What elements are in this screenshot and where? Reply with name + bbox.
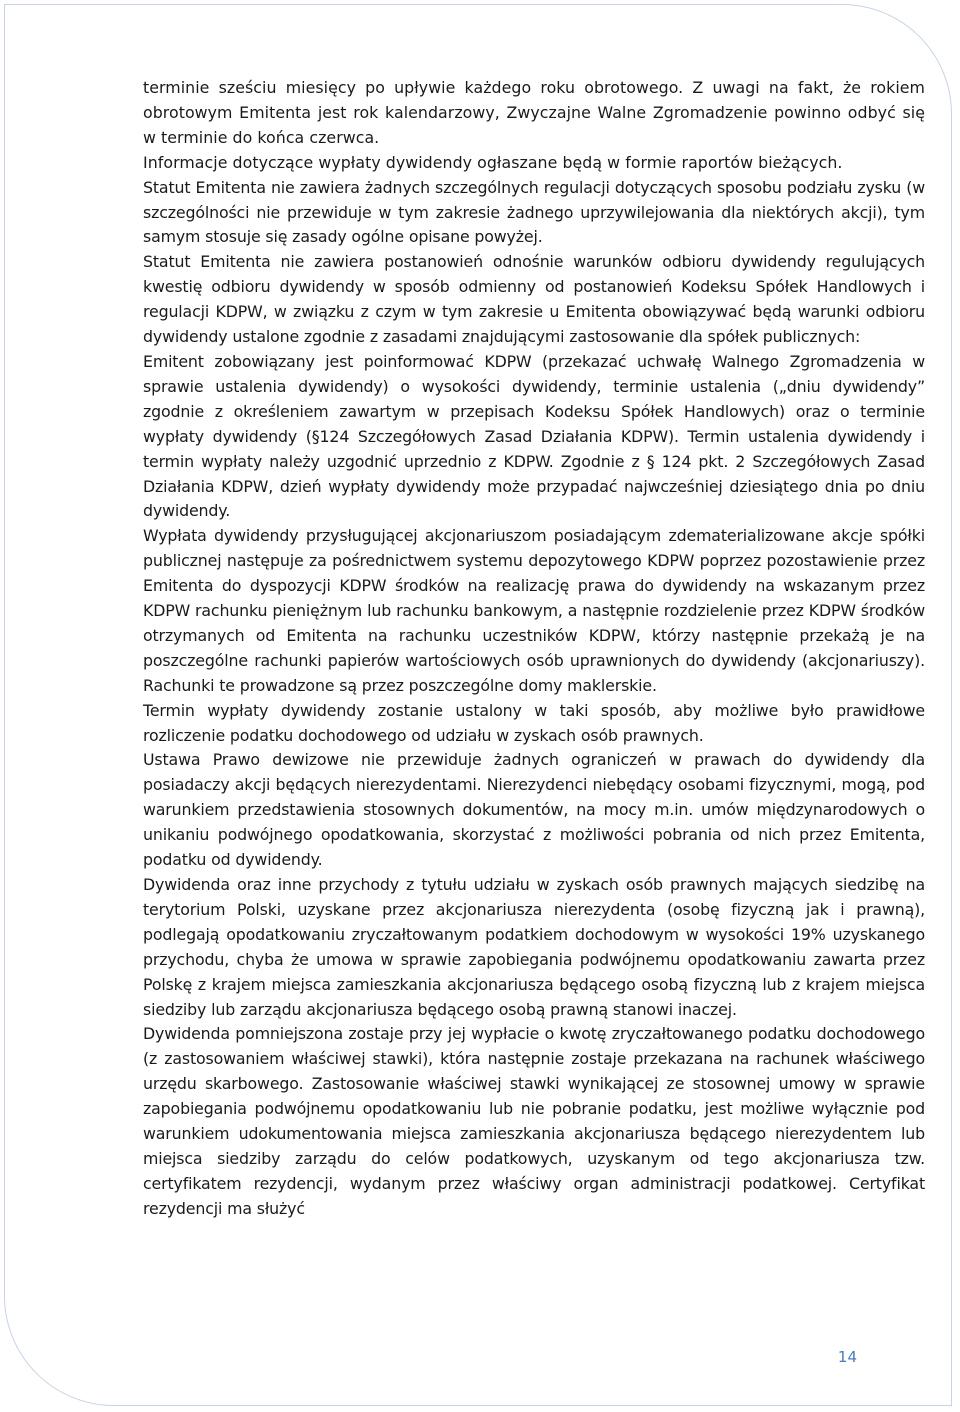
paragraph-6: Wypłata dywidendy przysługującej akcjonariuszom posiadającym zdematerializowane akcje spółki publicznej następuje za pośrednictwem systemu depozytowego KDPW poprzez pozostawienie przez Emitenta do dyspozycji KDPW środków na realizację prawa do dywidendy na wskazanym przez KDPW rachunku pieniężnym lub rachunku bankowym, a następnie rozdzielenie przez KDPW środków otrzymanych od Emitenta na rachunku uczestników KDPW, którzy następnie przekażą je na poszczególne rachunki papierów wartościowych osób uprawnionych do dywidendy (akcjonariuszy). Rachunki te prowadzone są przez poszczególne domy maklerskie.	[143, 526, 925, 695]
paragraph-4: Statut Emitenta nie zawiera postanowień odnośnie warunków odbioru dywidendy regulujących kwestię odbioru dywidendy w sposób odmienny od postanowień Kodeksu Spółek Handlowych i regulacji KDPW, w związku z czym w tym zakresie u Emitenta obowiązywać będą warunki odbioru dywidendy ustalone zgodnie z zasadami znajdującymi zastosowanie dla spółek publicznych:	[143, 252, 925, 347]
paragraph-8: Ustawa Prawo dewizowe nie przewiduje żadnych ograniczeń w prawach do dywidendy dla posiadaczy akcji będących nierezydentami. Nierezydenci niebędący osobami fizycznymi, mogą, pod warunkiem przedstawienia stosownych dokumentów, na mocy m.in. umów międzynarodowych o unikaniu podwójnego opodatkowania, skorzystać z możliwości pobrania od nich przez Emitenta, podatku od dywidendy.	[143, 750, 925, 870]
paragraph-10: Dywidenda pomniejszona zostaje przy jej wypłacie o kwotę zryczałtowanego podatku dochodowego (z zastosowaniem właściwej stawki), która następnie zostaje przekazana na rachunek właściwego urzędu skarbowego. Zastosowanie właściwej stawki wynikającej ze stosownej umowy w sprawie zapobiegania podwójnemu opodatkowaniu lub nie pobranie podatku, jest możliwe wyłącznie pod warunkiem udokumentowania miejsca zamieszkania akcjonariusza będącego nierezydentem lub miejsca siedziby zarządu do celów podatkowych, uzyskanym od tego akcjonariusza tzw. certyfikatem rezydencji, wydanym przez właściwy organ administracji podatkowej. Certyfikat rezydencji ma służyć	[143, 1024, 925, 1218]
paragraph-9: Dywidenda oraz inne przychody z tytułu udziału w zyskach osób prawnych mających siedzibę na terytorium Polski, uzyskane przez akcjonariusza nierezydenta (osobę fizyczną jak i prawną), podlegają opodatkowaniu zryczałtowanym podatkiem dochodowym w wysokości 19% uzyskanego przychodu, chyba że umowa w sprawie zapobiegania podwójnemu opodatkowaniu zawarta przez Polskę z krajem miejsca zamieszkania akcjonariusza będącego osobą fizyczną lub z krajem miejsca siedziby lub zarządu akcjonariusza będącego osobą prawną stanowi inaczej.	[143, 875, 925, 1019]
paragraph-3: Statut Emitenta nie zawiera żadnych szczególnych regulacji dotyczących sposobu podziału zysku (w szczególności nie przewiduje w tym zakresie żadnego uprzywilejowania dla niektórych akcji), tym samym stosuje się zasady ogólne opisane powyżej.	[143, 177, 925, 247]
paragraph-1: terminie sześciu miesięcy po upływie każdego roku obrotowego. Z uwagi na fakt, że rokiem obrotowym Emitenta jest rok kalendarzowy, Zwyczajne Walne Zgromadzenie powinno odbyć się w terminie do końca czerwca.	[143, 78, 925, 147]
paragraph-2: Informacje dotyczące wypłaty dywidendy ogłaszane będą w formie raportów bieżących.	[143, 152, 843, 172]
document-body	[143, 76, 925, 1222]
paragraph-7: Termin wypłaty dywidendy zostanie ustalony w taki sposób, aby możliwe było prawidłowe rozliczenie podatku dochodowego od udziału w zyskach osób prawnych.	[143, 700, 925, 745]
paragraph-5: Emitent zobowiązany jest poinformować KDPW (przekazać uchwałę Walnego Zgromadzenia w sprawie ustalenia dywidendy) o wysokości dywidendy, terminie ustalenia („dniu dywidendy” zgodnie z określeniem zawartym w przepisach Kodeksu Spółek Handlowych) oraz o terminie wypłaty dywidendy (§124 Szczegółowych Zasad Działania KDPW). Termin ustalenia dywidendy i termin wypłaty należy uzgodnić uprzednio z KDPW. Zgodnie z § 124 pkt. 2 Szczegółowych Zasad Działania KDPW, dzień wypłaty dywidendy może przypadać najwcześniej dziesiątego dnia po dniu dywidendy.	[143, 351, 925, 521]
page-number: 14	[837, 1348, 857, 1366]
